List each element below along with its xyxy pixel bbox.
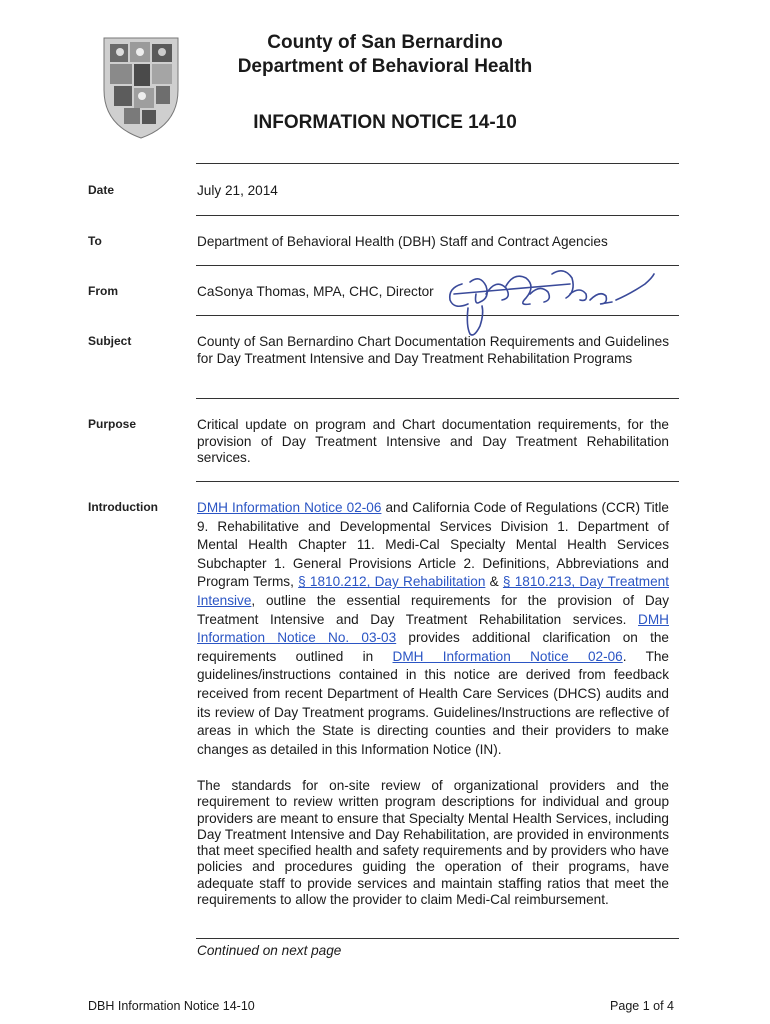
signature-icon [440, 264, 660, 339]
date-value: July 21, 2014 [197, 183, 278, 198]
to-label: To [88, 234, 102, 248]
ccr-1810-212-link[interactable]: § 1810.212, Day Rehabilitation [298, 574, 486, 590]
dmh-notice-03-03-link[interactable]: DMH Information Notice No. 03-03 [197, 611, 669, 646]
divider [196, 163, 679, 164]
introduction-label: Introduction [88, 500, 158, 514]
divider [196, 398, 679, 399]
from-label: From [88, 284, 118, 298]
purpose-label: Purpose [88, 417, 137, 431]
page-number: Page 1 of 4 [610, 999, 674, 1013]
intro-text: , outline the essential requirements for the provision of Day Treatment Intensive and Day Treatment Rehabilitation services. [197, 592, 669, 627]
dmh-notice-02-06-link-2[interactable]: DMH Information Notice 02-06 [392, 648, 623, 664]
intro-text: . The guidelines/instructions contained in this notice are derived from feedback received from recent Department of Health Care Services (DHCS) audits and its review of Day Treatment programs. Guidelines/Instructions are reflective of areas in which the State is directing counties and their providers to make changes as detailed in this Information Notice (IN). [197, 648, 669, 757]
introduction-paragraph [197, 499, 669, 759]
footer-notice-id: DBH Information Notice 14-10 [88, 999, 255, 1013]
continued-note: Continued on next page [197, 943, 342, 958]
intro-text: and California Code of Regulations (CCR) Title 9. Rehabilitative and Developmental Services Division 1. Department of Mental Health Chapter 11. Medi-Cal Specialty Mental Health Services Subchapter 1. General Provisions Article 2. Definitions, Abbreviations and Program Terms, [197, 500, 669, 590]
county-seal-icon [96, 30, 186, 140]
date-label: Date [88, 183, 115, 197]
purpose-value: Critical update on program and Chart documentation requirements, for the provision of Day Treatment Intensive and Day Treatment Rehabilitation services. [197, 417, 669, 465]
standards-paragraph: The standards for on-site review of organizational providers and the requirement to review written program descriptions for individual and group providers are meant to ensure that Specialty Mental Health Services, including Day Treatment Intensive and Day Rehabilitation, are provided in environments that meet specified health and safety requirements and by providers who have policies and procedures guiding the operation of their programs, have adequate staff to provide services and maintain staffing ratios that meet the requirements to allow the provider to claim Medi-Cal reimbursement. [197, 778, 669, 908]
divider [196, 481, 679, 482]
subject-label: Subject [88, 334, 132, 348]
intro-text: & [485, 574, 503, 590]
divider [196, 215, 679, 216]
county-title: County of San Bernardino [267, 32, 503, 53]
department-title: Department of Behavioral Health [237, 56, 533, 77]
to-value: Department of Behavioral Health (DBH) Staff and Contract Agencies [197, 234, 608, 249]
ccr-1810-213-link[interactable]: § 1810.213, Day Treatment Intensive [197, 574, 670, 608]
subject-value: County of San Bernardino Chart Documentation Requirements and Guidelines for Day Treatment Intensive and Day Treatment Rehabilitation Programs [197, 334, 669, 366]
divider [196, 938, 679, 939]
notice-title: INFORMATION NOTICE 14-10 [253, 112, 517, 133]
dmh-notice-02-06-link[interactable]: DMH Information Notice 02-06 [197, 500, 382, 515]
intro-text: provides additional clarification on the requirements outlined in [197, 630, 669, 664]
from-value: CaSonya Thomas, MPA, CHC, Director [197, 284, 434, 299]
